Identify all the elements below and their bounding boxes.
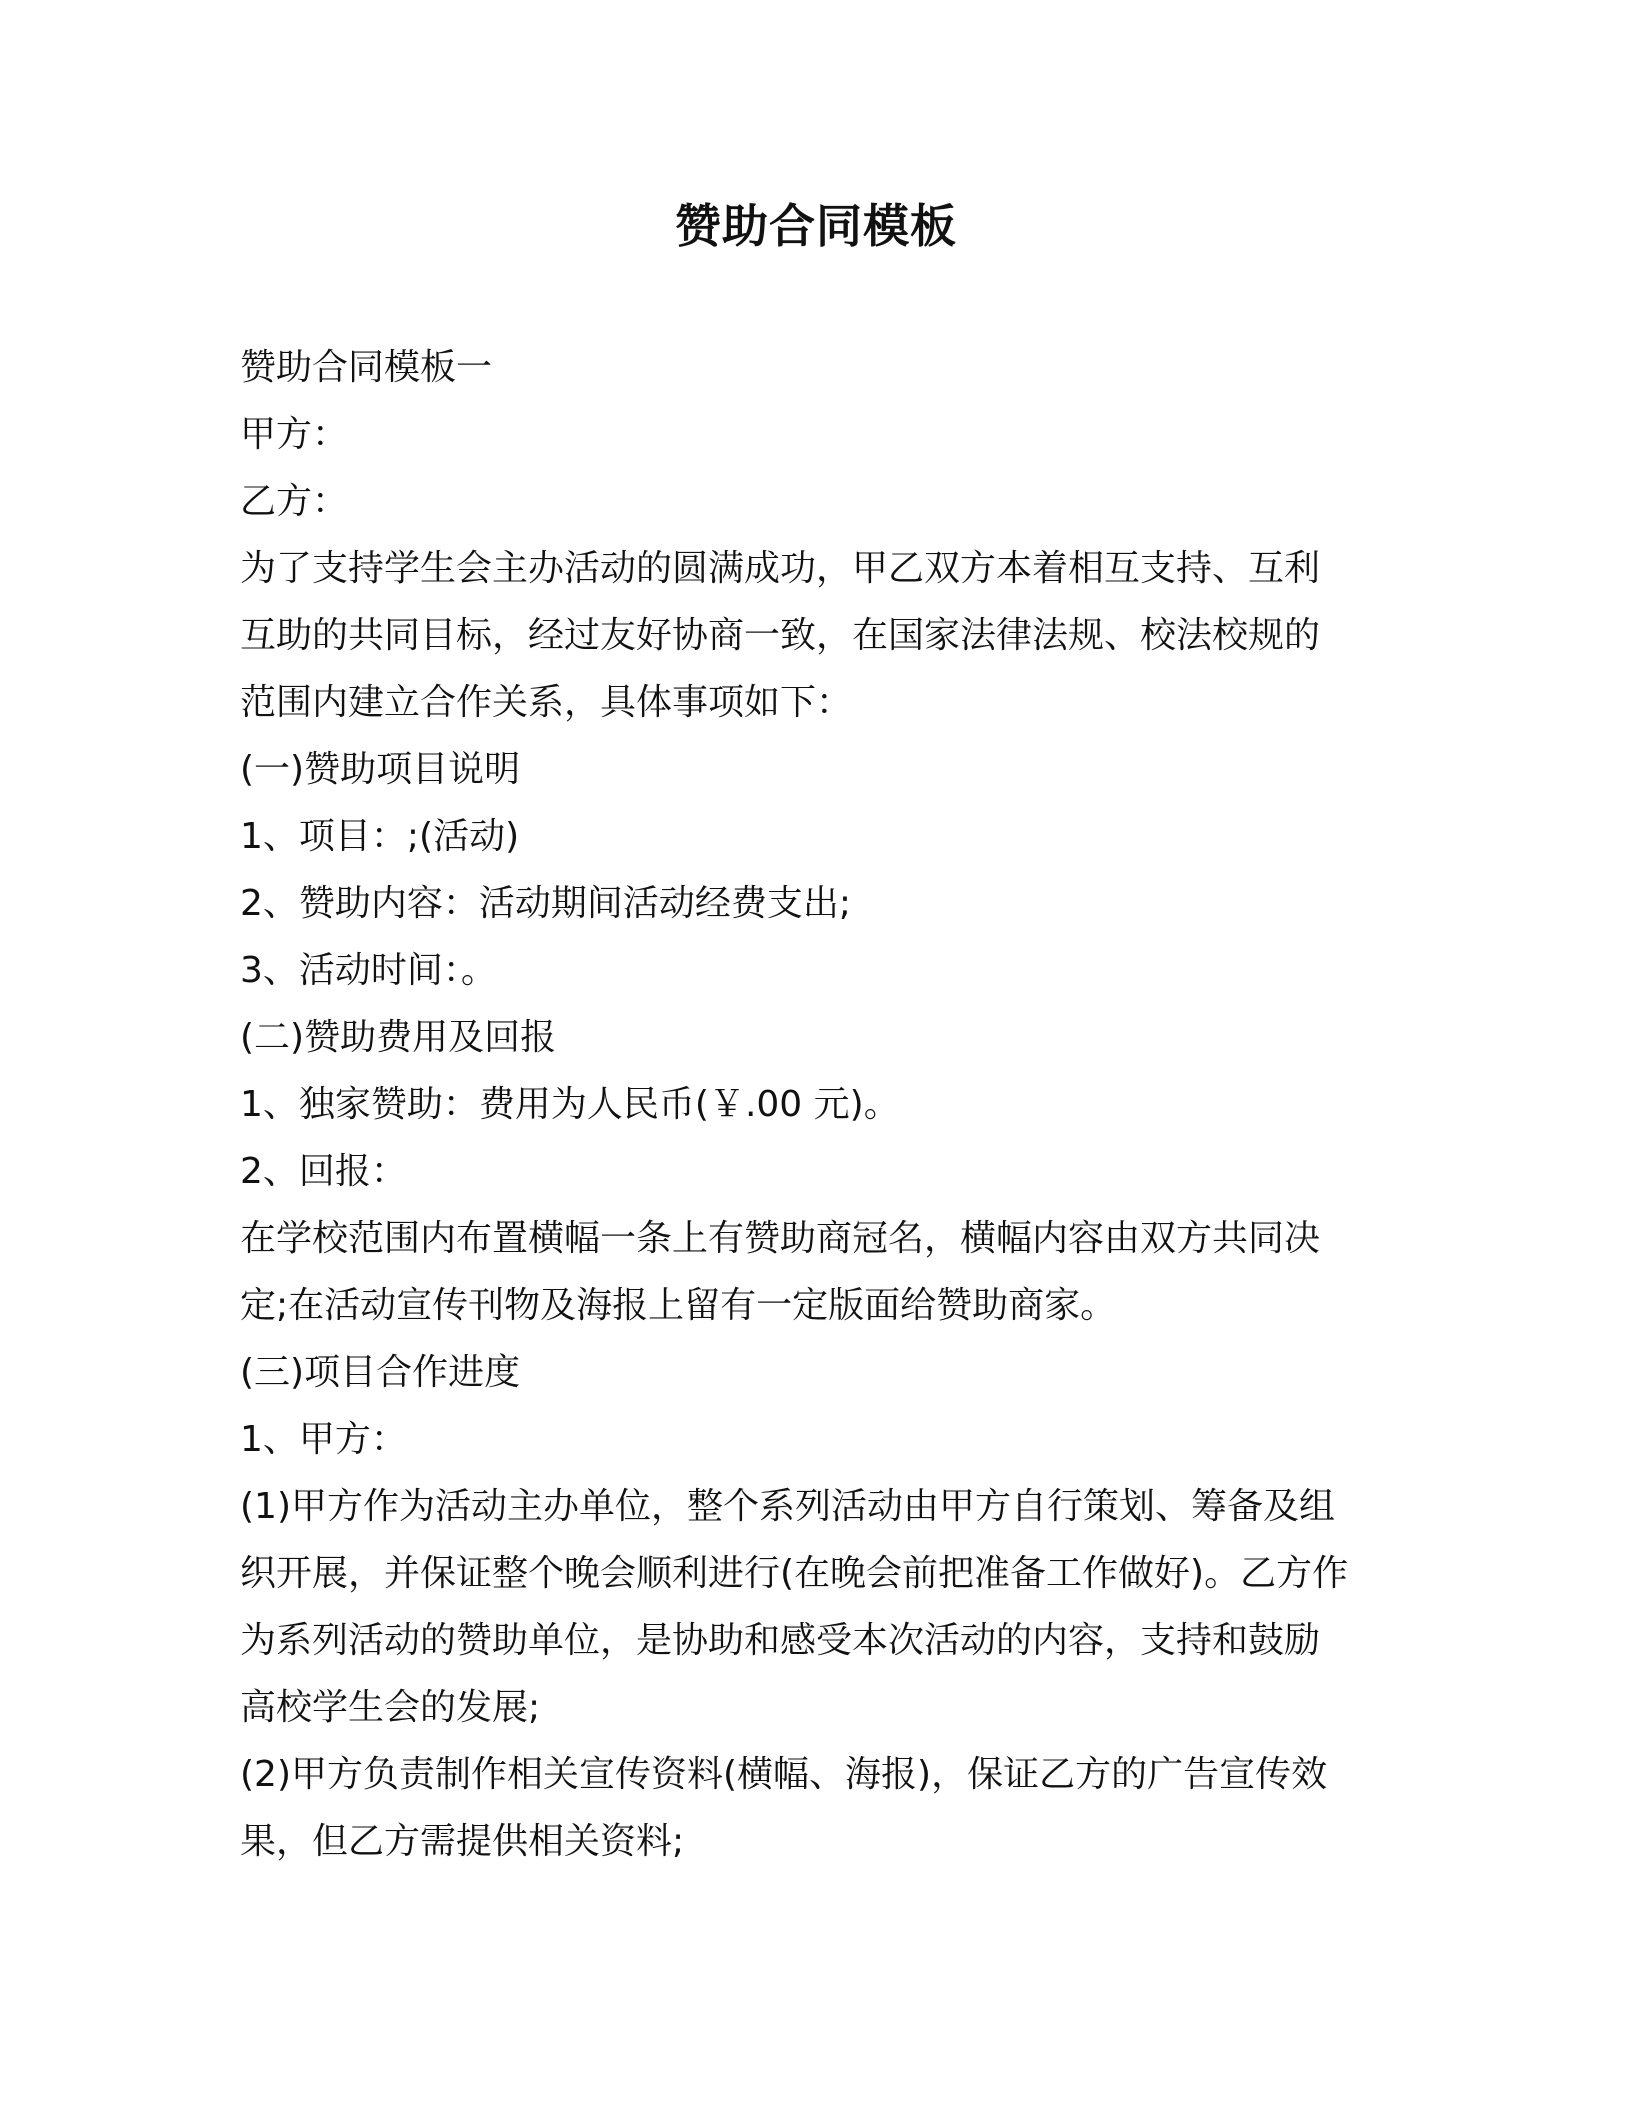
text-line: 1、项目：;(活动) bbox=[240, 816, 520, 857]
text-line: 在学校范围内布置横幅一条上有赞助商冠名，横幅内容由双方共同决 bbox=[240, 1218, 1321, 1259]
text-line: 范围内建立合作关系，具体事项如下： bbox=[240, 682, 853, 723]
text-line: 甲方： bbox=[240, 414, 349, 455]
text-line: 2、回报： bbox=[240, 1151, 407, 1192]
text-line: 为了支持学生会主办活动的圆满成功，甲乙双方本着相互支持、互利 bbox=[240, 548, 1321, 589]
text-line: 果，但乙方需提供相关资料; bbox=[240, 1821, 685, 1862]
text-line: 为系列活动的赞助单位，是协助和感受本次活动的内容，支持和鼓励 bbox=[240, 1620, 1321, 1661]
document-title: 赞助合同模板 bbox=[675, 199, 957, 253]
text-line: 乙方： bbox=[240, 481, 349, 522]
text-line: 赞助合同模板一 bbox=[240, 347, 493, 388]
text-line: 高校学生会的发展; bbox=[240, 1687, 541, 1728]
text-line: 互助的共同目标，经过友好协商一致，在国家法律法规、校法校规的 bbox=[240, 615, 1321, 656]
section-heading: (二)赞助费用及回报 bbox=[240, 1017, 557, 1058]
text-line: 1、甲方： bbox=[240, 1419, 407, 1460]
section-heading: (三)项目合作进度 bbox=[240, 1352, 521, 1393]
text-line: 3、活动时间：。 bbox=[240, 950, 497, 991]
section-heading: (一)赞助项目说明 bbox=[240, 749, 521, 790]
text-line: (1)甲方作为活动主办单位，整个系列活动由甲方自行策划、筹备及组 bbox=[240, 1486, 1335, 1527]
document-body bbox=[240, 334, 1400, 1875]
text-line: 定;在活动宣传刊物及海报上留有一定版面给赞助商家。 bbox=[240, 1285, 1117, 1326]
text-line: 2、赞助内容：活动期间活动经费支出; bbox=[240, 883, 852, 924]
text-line: (2)甲方负责制作相关宣传资料(横幅、海报)，保证乙方的广告宣传效 bbox=[240, 1754, 1328, 1795]
text-line: 1、独家赞助：费用为人民币(￥.00 元)。 bbox=[240, 1084, 900, 1125]
text-line: 织开展，并保证整个晚会顺利进行(在晚会前把准备工作做好)。乙方作 bbox=[240, 1553, 1349, 1594]
